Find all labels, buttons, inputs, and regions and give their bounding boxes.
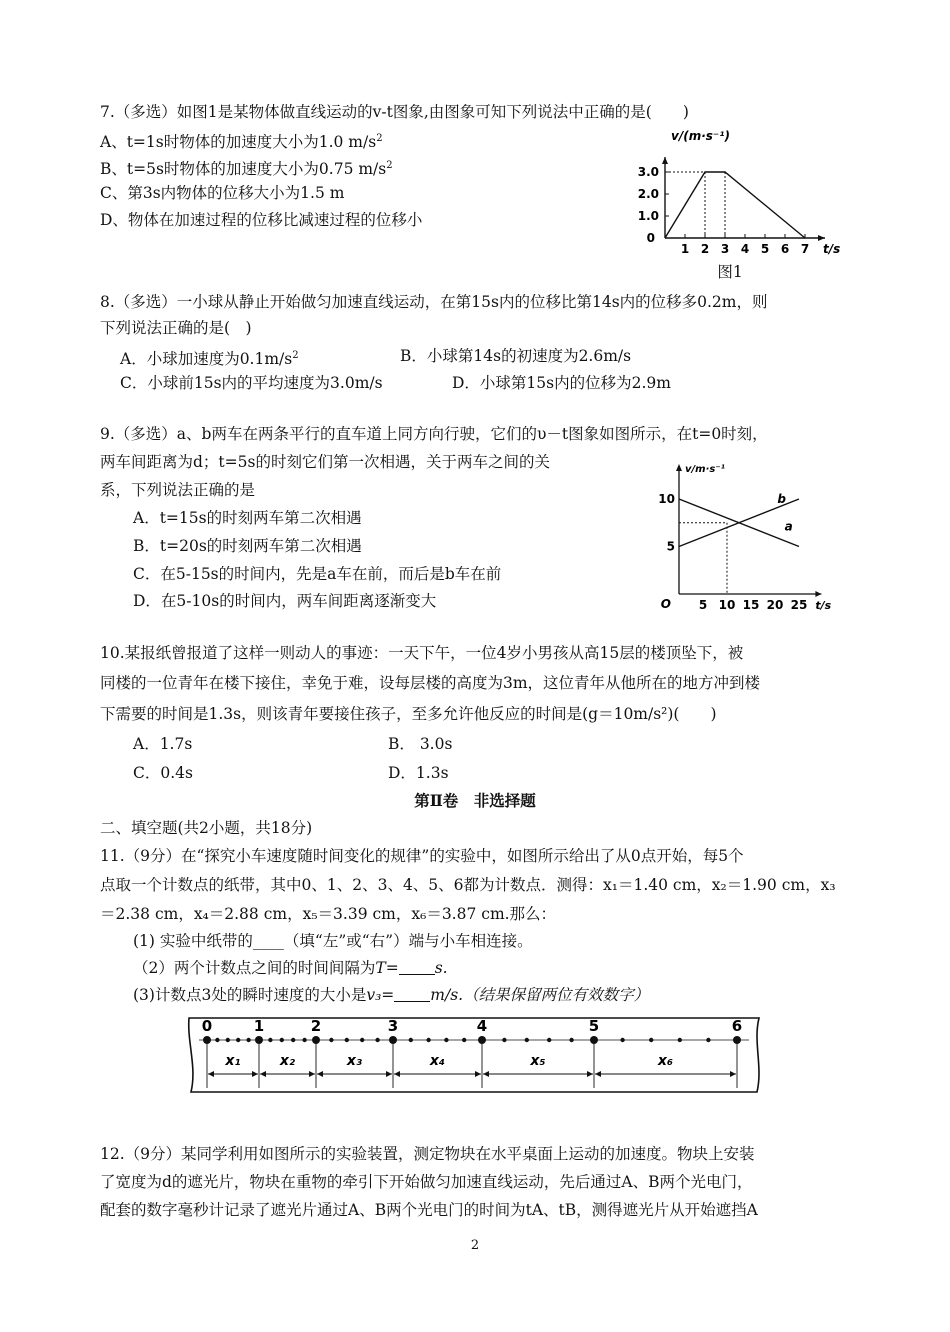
tape-dot	[444, 1038, 448, 1042]
q12-line-2: 了宽度为d的遮光片，物块在重物的牵引下开始做匀加速直线运动，先后通过A、B两个光电门，	[100, 1173, 753, 1191]
y-axis-arrow	[662, 157, 668, 164]
segment-label: x₂	[279, 1053, 296, 1069]
x-tick-label: 25	[790, 598, 808, 612]
x-tick-label: 5	[760, 242, 770, 256]
series-label-a: a	[784, 519, 793, 534]
q7-stem: 7.（多选）如图1是某物体做直线运动的v-t图象,由图象可知下列说法中正确的是( )	[100, 103, 689, 121]
velocity-line	[665, 172, 805, 238]
segment-label: x₃	[346, 1053, 363, 1069]
q10-line-3: 下需要的时间是1.3s，则该青年要接住孩子，至多允许他反应的时间是(g＝10m/s²)( )	[100, 705, 717, 723]
q9-option-d: D．在5-10s的时间内，两车间距离逐渐变大	[133, 592, 437, 610]
y-tick-label: 10	[658, 492, 675, 506]
q8-option-d: D．小球第15s内的位移为2.9m	[452, 374, 671, 392]
q7-option-b: B、t=5s时物体的加速度大小为0.75 $m/s^2$	[100, 160, 393, 178]
tape-dot	[547, 1038, 551, 1042]
tape-dot	[375, 1038, 379, 1042]
tape-dot	[236, 1038, 240, 1042]
tape-dot	[246, 1038, 250, 1042]
tape-dot	[525, 1038, 529, 1042]
q11-part-1: (1) 实验中纸带的____（填“左”或“右”）端与小车相连接。	[133, 932, 533, 950]
q9-option-b: B．t=20s的时刻两车第二次相遇	[133, 537, 362, 555]
segment-label: x₅	[530, 1053, 546, 1069]
segment-label: x₆	[657, 1053, 674, 1069]
tape-dot	[226, 1038, 230, 1042]
x-tick-label: 7	[800, 242, 810, 256]
q11-line-1: 11.（9分）在“探究小车速度随时间变化的规律”的实验中，如图所示给出了从0点开始，每5个	[100, 847, 744, 865]
x-axis-arrow	[815, 591, 821, 597]
vt-chart-two-cars	[655, 458, 845, 618]
y-tick-label: 2.0	[637, 187, 659, 201]
q11-line-3: ＝2.38 cm，x₄＝2.88 cm，x₅＝3.39 cm，x₆＝3.87 cm.那么：	[100, 905, 557, 923]
x-axis-label: t/s	[815, 599, 832, 612]
x-tick-label: 6	[780, 242, 790, 256]
y-axis-label: v/(m·s⁻¹)	[671, 129, 730, 143]
tape-dot	[291, 1038, 295, 1042]
q8-option-a: A．小球加速度为$0.1m/s^2$	[120, 350, 299, 368]
tape-dot	[360, 1038, 364, 1042]
q8-option-c: C．小球前15s内的平均速度为3.0m/s	[120, 374, 383, 392]
x-tick-label: 20	[766, 598, 784, 612]
origin-label: 0	[646, 231, 655, 245]
tape-dot	[329, 1038, 333, 1042]
q10-line-2: 同楼的一位青年在楼下接住，幸免于难，设每层楼的高度为3m，这位青年从他所在的地方冲到楼	[100, 674, 761, 692]
tape-dot	[678, 1038, 682, 1042]
tape-dot	[268, 1038, 272, 1042]
tape-dot	[409, 1038, 413, 1042]
q7-option-a: A、t=1s时物体的加速度大小为1.0 $m/s^2$	[100, 133, 383, 151]
q8-line-2: 下列说法正确的是( )	[100, 319, 252, 337]
section-subtitle: 二、填空题(共2小题，共18分)	[100, 819, 313, 837]
count-point-label: 1	[253, 1017, 265, 1035]
x-tick-label: 2	[700, 242, 710, 256]
x-tick-label: 5	[698, 598, 708, 612]
count-point-label: 3	[387, 1017, 399, 1035]
q10-option-b: B． 3.0s	[388, 735, 453, 753]
q8-line-1: 8.（多选）一小球从静止开始做匀加速直线运动，在第15s内的位移比第14s内的位移多0.2m，则	[100, 293, 768, 311]
answer-blank-t[interactable]	[399, 960, 435, 975]
count-point-label: 4	[476, 1017, 488, 1035]
x-tick-label: 4	[740, 242, 750, 256]
tape-dot	[426, 1038, 430, 1042]
section-title: 第Ⅱ卷 非选择题	[414, 791, 536, 810]
q10-option-a: A．1.7s	[133, 735, 193, 753]
q12-line-3: 配套的数字毫秒计记录了遮光片通过A、B两个光电门的时间为tA、tB，测得遮光片从开始遮挡A	[100, 1201, 758, 1219]
tape-dot	[280, 1038, 284, 1042]
q9-line-3: 系，下列说法正确的是	[100, 481, 256, 499]
count-point-label: 2	[310, 1017, 322, 1035]
q9-line-1: 9.（多选）a、b两车在两条平行的直车道上同方向行驶，它们的υ－t图象如图所示，在t=0时刻，	[100, 425, 768, 443]
x-tick-label: 15	[742, 598, 760, 612]
vt-chart-figure-1	[625, 126, 845, 256]
tape-dot	[649, 1038, 653, 1042]
q9-option-a: A．t=15s的时刻两车第二次相遇	[133, 509, 362, 527]
y-axis-label: v/m·s⁻¹	[685, 464, 725, 475]
tape-dot	[302, 1038, 306, 1042]
tape-dot	[502, 1038, 506, 1042]
tape-dot	[462, 1038, 466, 1042]
tape-dot	[706, 1038, 710, 1042]
page-number: 2	[470, 1238, 480, 1253]
tape-dot	[620, 1038, 624, 1042]
y-axis-arrow	[676, 464, 682, 471]
q7-option-c: C、第3s内物体的位移大小为1.5 m	[100, 184, 345, 202]
q12-line-1: 12.（9分）某同学利用如图所示的实验装置，测定物块在水平桌面上运动的加速度。物块上安装	[100, 1145, 755, 1163]
origin-label: O	[660, 597, 671, 611]
q7-option-d: D、物体在加速过程的位移比减速过程的位移小	[100, 211, 423, 229]
tape-dot	[215, 1038, 219, 1042]
x-axis-label: t/s	[823, 242, 841, 256]
x-axis-arrow	[818, 235, 825, 241]
tape-dot	[569, 1038, 573, 1042]
answer-blank-v3[interactable]	[394, 987, 430, 1002]
y-tick-label: 1.0	[637, 209, 659, 223]
q10-line-1: 10.某报纸曾报道了这样一则动人的事迹：一天下午，一位4岁小男孩从高15层的楼顶坠下，被	[100, 644, 744, 662]
q11-part-2: （2）两个计数点之间的时间间隔为T= s.	[133, 959, 448, 977]
q9-option-c: C．在5-15s的时间内，先是a车在前，而后是b车在前	[133, 565, 502, 583]
segment-label: x₄	[429, 1053, 446, 1069]
count-point-label: 0	[201, 1017, 213, 1035]
figure-1-caption: 图1	[717, 263, 743, 281]
count-point-label: 5	[588, 1017, 600, 1035]
q11-line-2: 点取一个计数点的纸带，其中0、1、2、3、4、5、6都为计数点．测得：x₁＝1.40 cm，x₂＝1.90 cm，x₃	[100, 876, 836, 894]
segment-label: x₁	[225, 1053, 241, 1069]
tape-outline	[189, 1018, 759, 1092]
paper-tape-figure	[185, 1012, 765, 1098]
tape-dot	[345, 1038, 349, 1042]
q9-line-2: 两车间距离为d；t=5s的时刻它们第一次相遇，关于两车之间的关	[100, 453, 550, 471]
x-tick-label: 3	[720, 242, 730, 256]
q10-option-c: C．0.4s	[133, 764, 193, 782]
series-label-b: b	[777, 491, 786, 506]
x-tick-label: 10	[718, 598, 736, 612]
y-tick-label: 3.0	[637, 165, 659, 179]
q8-option-b: B．小球第14s的初速度为2.6m/s	[400, 347, 632, 365]
x-tick-label: 1	[680, 242, 690, 256]
count-point-label: 6	[731, 1017, 743, 1035]
q11-part-3: (3)计数点3处的瞬时速度的大小是v₃= m/s.（结果保留两位有效数字）	[133, 986, 650, 1004]
y-tick-label: 5	[666, 539, 675, 554]
q10-option-d: D．1.3s	[388, 764, 449, 782]
